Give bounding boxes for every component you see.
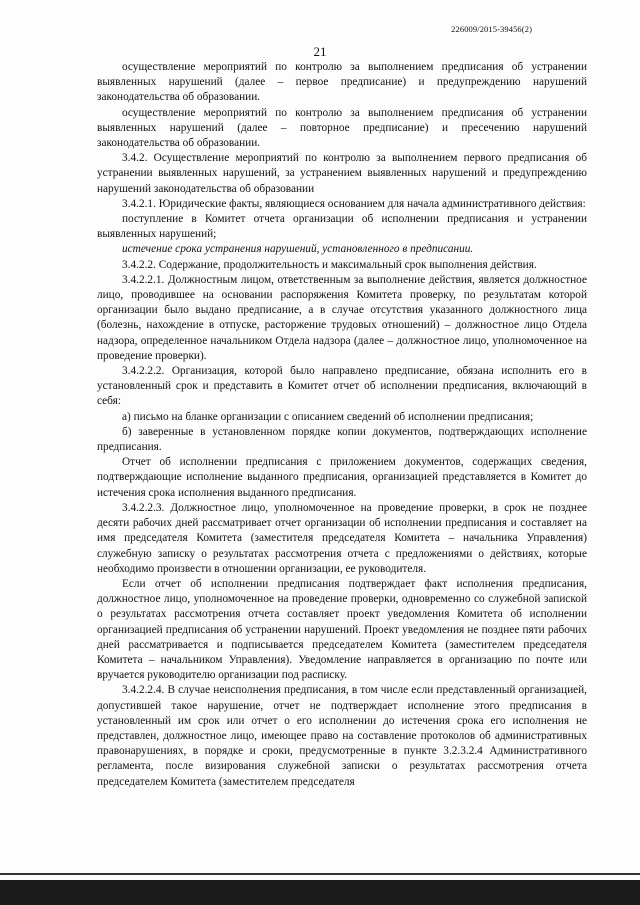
paragraph-4: 3.4.2.1. Юридические факты, являющиеся основанием для начала административного действия: (122, 197, 586, 210)
paragraph-2: осуществление мероприятий по контролю за выполнением предписания об устранении выявленных нарушений (далее – повторное предписание) и пресечению нарушений законодательства об образовании. (97, 106, 587, 150)
page-number: 21 (313, 44, 327, 59)
scan-edge-bar (0, 880, 640, 905)
paragraph-6: истечение срока устранения нарушений, установленного в предписании. (122, 243, 474, 256)
paragraph-5: поступление в Комитет отчета организации об исполнении предписания и устранении выявленных нарушений; (97, 213, 587, 241)
paragraph-11: б) заверенные в установленном порядке копии документов, подтверждающих исполнение предписания. (97, 425, 587, 454)
paragraph-1: осуществление мероприятий по контролю за выполнением предписания об устранении выявленных нарушений (далее – первое предписание) и предупреждению нарушений законодательства об образовании. (97, 61, 587, 104)
paragraph-15: 3.4.2.2.4. В случае неисполнения предписания, в том числе если представленный организацией, допустившей такое нарушение, отчет не подтверждает исполнение этого предписания в установленный им срок или отчет о его исполнении до истечения срока его исполнения не представлен, должностное лицо, имеющее право на составление протоколов об административных правонарушениях, в порядке и сроки, предусмотренные в пункте 3.2.3.2.4 Административного регламента, после визирования служебной записки о результатах рассмотрения отчета председателем Комитета (заместителем председателя (97, 684, 587, 788)
document-body (97, 60, 587, 790)
paragraph-13: 3.4.2.2.3. Должностное лицо, уполномоченное на проведение проверки, в срок не позднее десяти рабочих дней рассматривает отчет организации об исполнении предписания и составляет на имя председателя Комитета (заместителя председателя Комитета – начальника Управления) служебную записку о результатах рассмотрения отчета с предложениями о действиях, которые необходимо произвести в отношении организации, ее руководителя. (97, 501, 587, 575)
paragraph-14: Если отчет об исполнении предписания подтверждает факт исполнения предписания, должностное лицо, уполномоченное на проведение проверки, одновременно со служебной запиской о результатах рассмотрения отчета составляет проект уведомления Комитета об исполнении организацией предписания об устранении нарушений. Проект уведомления не позднее пяти рабочих дней рассматривается и подписывается председателем Комитета (заместителем председателя Комитета – начальником Управления). Уведомление направляется в организацию по почте или вручается руководителю организации под расписку. (97, 577, 587, 682)
document-id: 226009/2015-39456(2) (451, 24, 532, 34)
scan-edge-line (0, 873, 640, 875)
paragraph-9: 3.4.2.2.2. Организация, которой было направлено предписание, обязана исполнить его в установленный срок и представить в Комитет отчет об исполнении предписания, включающий в себя: (97, 365, 587, 408)
paragraph-12: Отчет об исполнении предписания с приложением документов, содержащих сведения, подтверждающие исполнение выданного предписания, организацией представляется в Комитет до истечения срока исполнения выданного предписания. (97, 456, 587, 499)
paragraph-10: а) письмо на бланке организации с описанием сведений об исполнении предписания; (122, 410, 534, 423)
paragraph-7: 3.4.2.2. Содержание, продолжительность и максимальный срок выполнения действия. (122, 258, 537, 271)
paragraph-8: 3.4.2.2.1. Должностным лицом, ответственным за выполнение действия, является должностное лицо, проводившее на основании распоряжения Комитета проверку, по результатам которой организации было выдано предписание, а в случае отсутствия указанного должностного лица (болезнь, нахождение в отпуске, расторжение трудовых отношений) – должностное лицо Отдела надзора, определенное начальником Отдела надзора (далее – должностное лицо, уполномоченное на проведение проверки). (97, 273, 587, 362)
paragraph-3: 3.4.2. Осуществление мероприятий по контролю за выполнением первого предписания об устранении выявленных нарушений, за устранением выявленных нарушений и предупреждению нарушений законодательства об образовании (97, 152, 587, 195)
